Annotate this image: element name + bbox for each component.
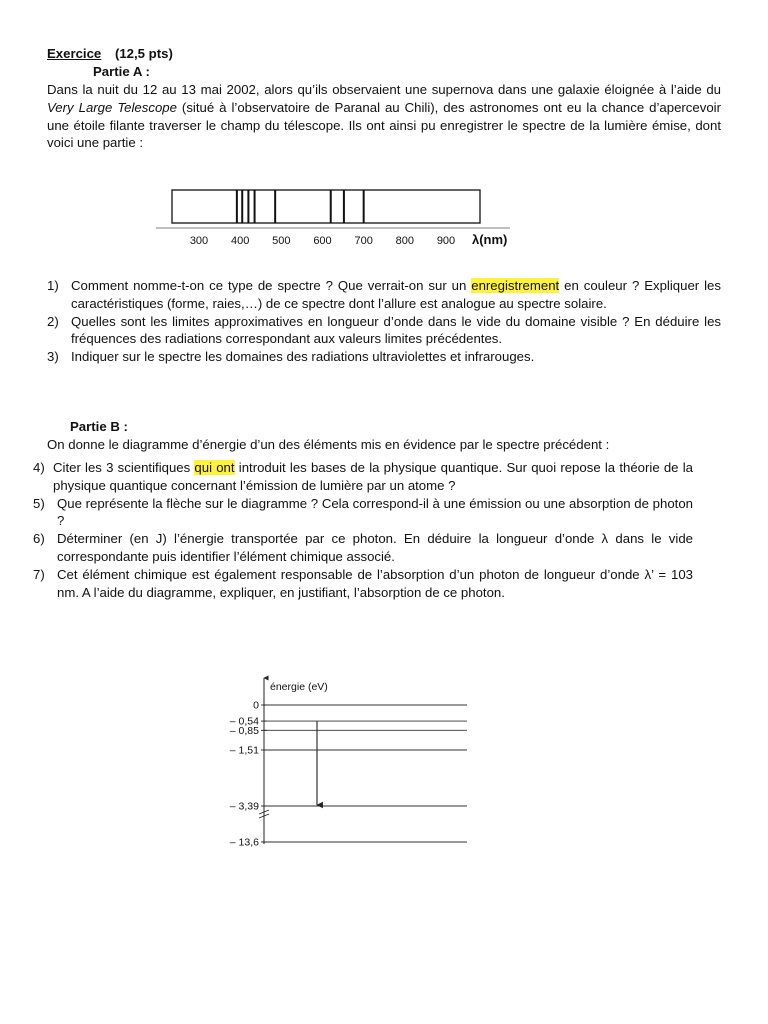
intro-text-2: (situé à l’observatoire de Paranal au Chili), des astronomes ont eu la chance d’apercevoir une étoile filante traverser le champ du télescope. Ils ont ainsi pu enregistrer le spectre de la lumière émise, dont voici une partie : [47,99,721,151]
energy-level-label: 0 [253,699,259,712]
question-1-number: 1) [47,278,59,293]
question-6-text: Déterminer (en J) l’énergie transportée par ce photon. En déduire la longueur d’onde λ dans le vide correspondante puis identifier l’élément chimique associé. [57,531,693,564]
highlighted-words-qui-ont: qui ont [194,460,235,475]
telescope-name: Very Large Telescope [47,99,177,115]
part-b-questions [33,459,693,601]
spectrum-frame [172,190,480,223]
question-1 [47,277,721,313]
intro-paragraph [47,81,721,152]
question-1-text-a: Comment nomme-t-on ce type de spectre ? Que verrait-on sur un [71,278,472,293]
question-5-number: 5) [33,495,45,511]
question-6 [33,530,693,566]
question-2-number: 2) [47,313,59,329]
question-3-text: Indiquer sur le spectre les domaines des radiations ultraviolettes et infrarouges. [71,349,535,365]
part-a-title [93,63,150,81]
question-1-text-b: en couleur ? Expliquer les caractéristiques (forme, raies,…) de ce spectre dont l’allure est analogue au spectre solaire. [71,278,721,311]
energy-level-label: – 1,51 [229,744,259,757]
question-3 [47,348,721,366]
question-5 [33,495,693,531]
energy-axis-label: énergie (eV) [270,681,328,693]
energy-level-label: – 0,54 [229,715,259,728]
part-a-questions [47,277,721,366]
spectrum-figure [150,180,530,252]
question-7-number: 7) [33,566,45,582]
part-b-label: Partie B : [70,419,128,434]
spectrum-tick-label: 400 [230,235,250,247]
question-4-number: 4) [33,460,45,475]
spectrum-tick-label: 300 [189,235,209,247]
question-5-text: Que représente la flèche sur le diagramme ? Cela correspond-il à une émission ou une absorption de photon ? [57,495,693,529]
energy-level-label: – 3,39 [229,800,259,813]
energy-level-label: – 0,85 [229,724,259,737]
energy-level-label: – 13,6 [229,836,259,849]
question-6-number: 6) [33,531,45,547]
spectrum-axis-label: λ(nm) [472,232,508,247]
exercise-title: Exercice [47,46,102,61]
exercise-points: (12,5 pts) [114,46,173,61]
question-4 [33,459,693,495]
spectrum-tick-label: 500 [272,235,291,247]
spectrum-lines [237,190,364,223]
energy-levels [230,700,467,849]
question-7 [33,566,693,602]
question-4-text-a: Citer les 3 scientifiques [53,460,195,475]
part-b-title [70,418,128,436]
question-4-text-b: introduit les bases de la physique quantique. Sur quoi repose la théorie de la physique quantique concernant l’émission de lumière par un atome ? [53,460,693,493]
spectrum-tick-label: 600 [313,235,332,247]
energy-level-diagram [225,672,475,857]
intro-text-1: Dans la nuit du 12 au 13 mai 2002, alors qu’ils observaient une supernova dans une galaxie éloignée à l’aide du [47,82,721,97]
spectrum-tick-label: 800 [395,235,415,247]
question-7-text: Cet élément chimique est également responsable de l’absorption d’un photon de longueur d’onde λ’ = 103 nm. A l’aide du diagramme, expliquer, en justifiant, l’absorption de ce photon. [57,566,693,600]
spectrum-ticks [190,235,455,247]
question-3-number: 3) [47,349,59,365]
spectrum-tick-label: 900 [436,235,456,247]
part-a-label: Partie A : [93,64,150,79]
exercise-header [47,45,173,63]
spectrum-tick-label: 700 [354,235,373,247]
question-2 [47,313,721,349]
part-b-intro: On donne le diagramme d’énergie d’un des éléments mis en évidence par le spectre précédent : [47,437,610,452]
question-2-text: Quelles sont les limites approximatives en longueur d’onde dans le vide du domaine visible ? En déduire les fréquences des radiations correspondant aux valeurs limites précédentes. [71,313,721,347]
highlighted-word-enregistrement: enregistrement [471,278,560,293]
